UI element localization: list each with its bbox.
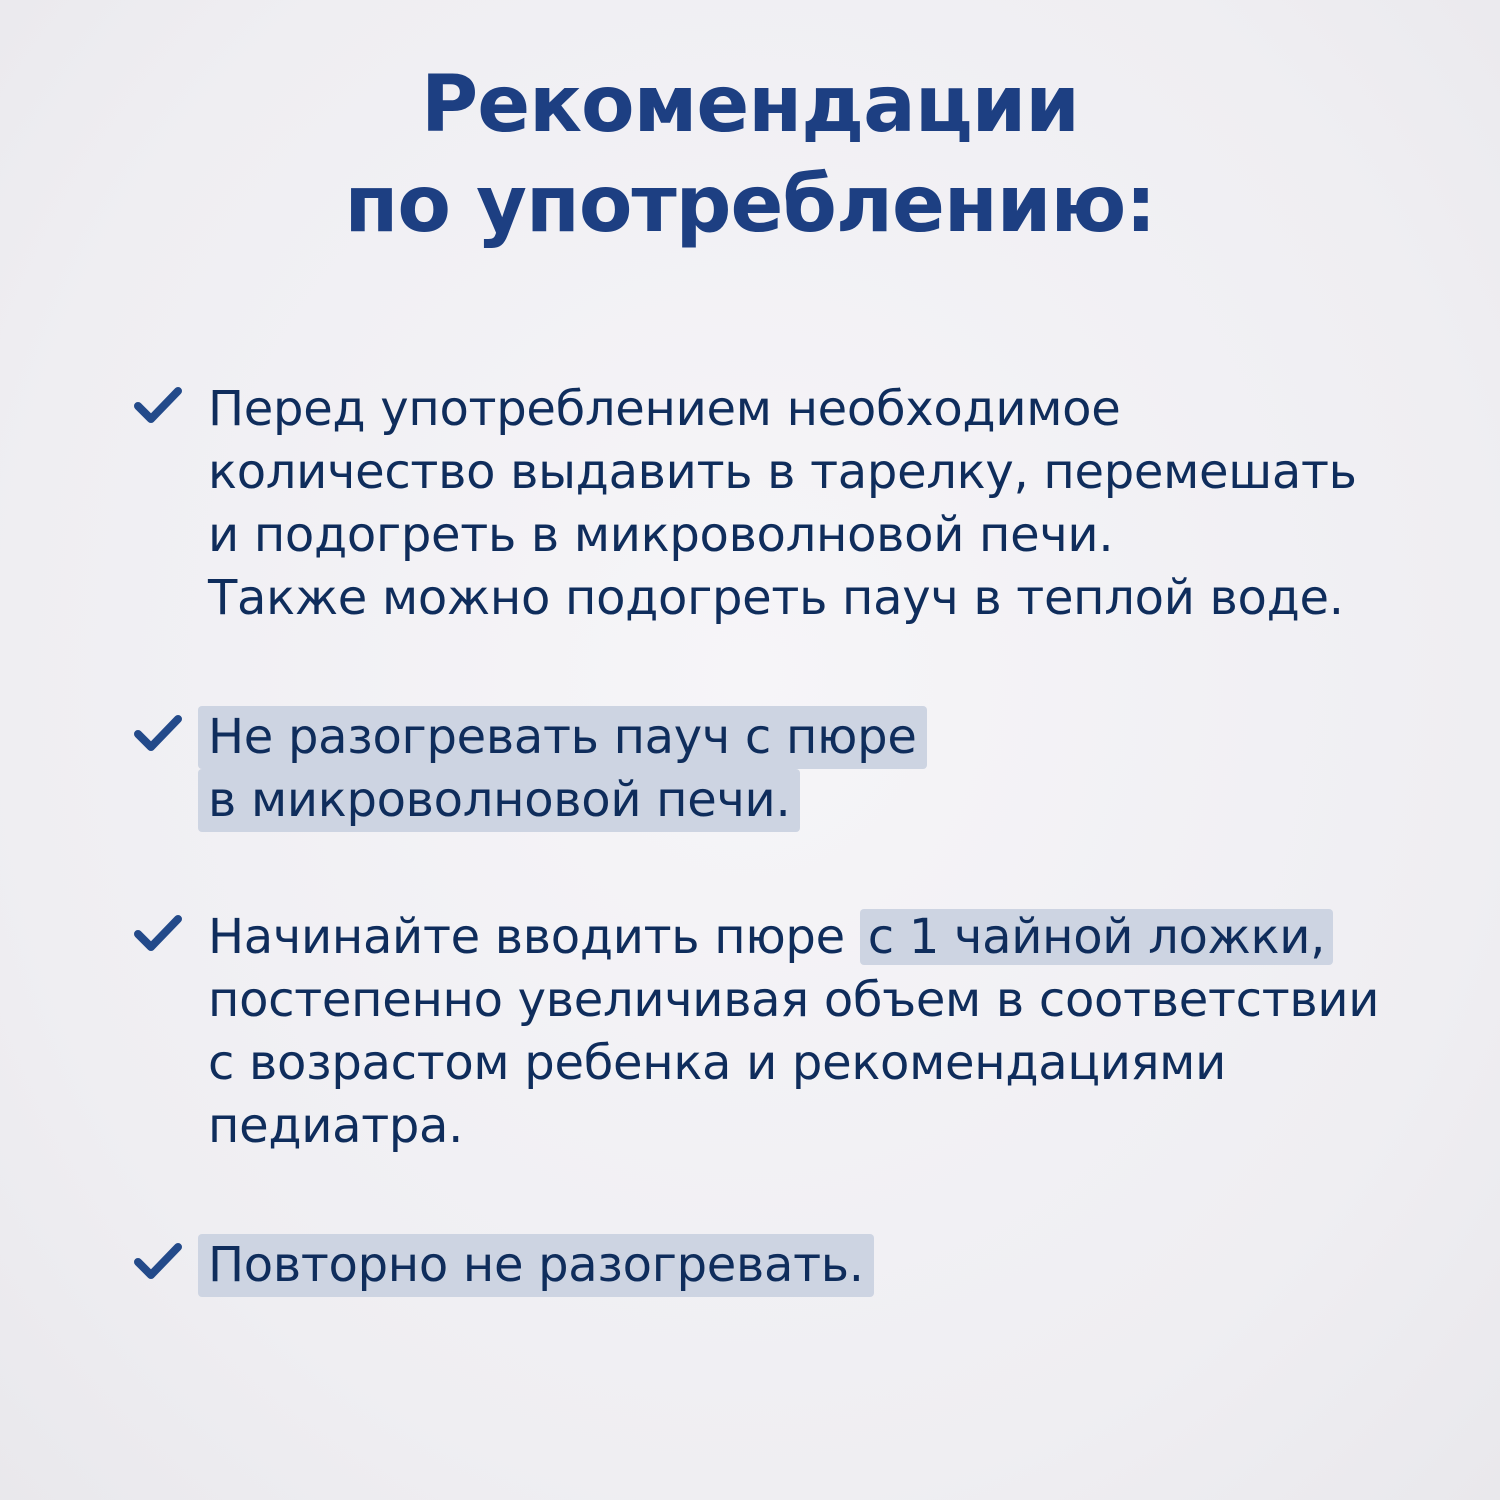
page-title-line-1: Рекомендации [421,60,1079,150]
item-text-line: количество выдавить в тарелку, перемешать [208,444,1357,500]
highlighted-text-line: Не разогревать пауч с пюре [198,706,927,769]
check-icon [134,386,182,426]
page-title-line-2: по употреблению: [344,160,1156,250]
item-text-line: с возрастом ребенка и рекомендациями [208,1035,1226,1091]
item-text-line: и подогреть в микроволновой печи. [208,507,1114,563]
check-icon [134,714,182,754]
item-text-line: постепенно увеличивая объем в соответствии [208,972,1380,1028]
check-icon [134,914,182,954]
highlighted-text: с 1 чайной ложки, [860,909,1333,965]
check-icon [134,1242,182,1282]
item-text-line: Перед употреблением необходимое [208,381,1121,437]
item-text: Начинайте вводить пюре [208,909,860,965]
highlighted-text-line: в микроволновой печи. [198,769,800,832]
item-text-line: педиатра. [208,1098,464,1154]
highlighted-text-line: Повторно не разогревать. [198,1234,874,1297]
item-text-line: Также можно подогреть пауч в теплой воде. [208,570,1344,626]
item-text-line [208,906,1333,969]
